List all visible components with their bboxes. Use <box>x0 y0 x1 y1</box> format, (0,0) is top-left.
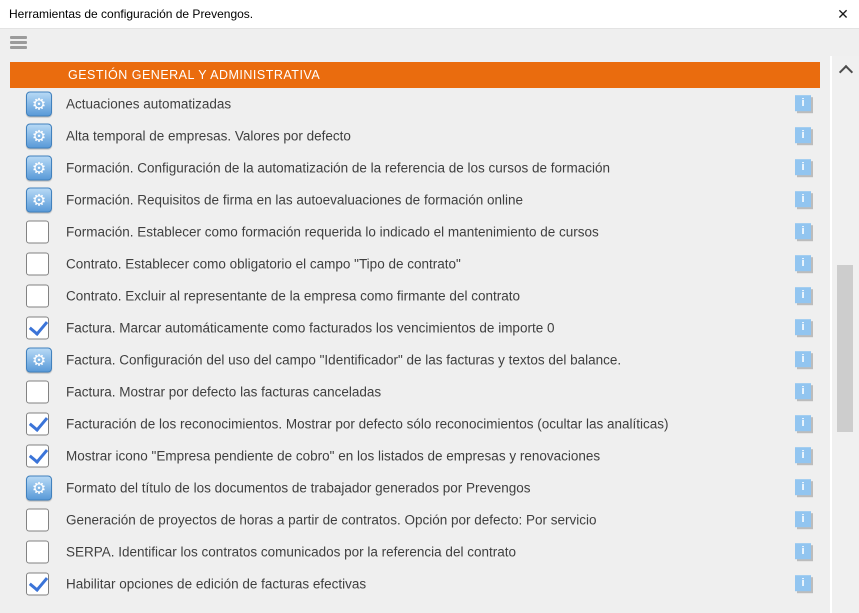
settings-list <box>10 88 820 600</box>
settings-row <box>10 472 820 504</box>
settings-row <box>10 440 820 472</box>
scrollbar-thumb[interactable] <box>837 265 853 432</box>
gear-button[interactable] <box>26 476 52 501</box>
checkbox-unchecked[interactable] <box>26 221 49 244</box>
gear-icon: ⚙ <box>31 478 47 497</box>
window-title: Herramientas de configuración de Prevengos. <box>9 7 254 21</box>
checkbox-unchecked[interactable] <box>26 253 49 276</box>
setting-label: Formación. Establecer como formación requerida lo indicado el mantenimiento de cursos <box>66 224 599 240</box>
info-button[interactable]: i <box>795 255 811 271</box>
setting-label: Contrato. Excluir al representante de la empresa como firmante del contrato <box>66 288 520 304</box>
settings-row <box>10 184 820 216</box>
checkbox-checked[interactable] <box>26 317 49 340</box>
settings-row <box>10 88 820 120</box>
settings-row <box>10 408 820 440</box>
info-button[interactable]: i <box>795 95 811 111</box>
setting-label: Actuaciones automatizadas <box>66 96 232 112</box>
info-button[interactable]: i <box>795 447 811 463</box>
gear-icon: ⚙ <box>31 158 47 177</box>
setting-label: Formación. Requisitos de firma en las autoevaluaciones de formación online <box>66 192 523 208</box>
info-button[interactable]: i <box>795 287 811 303</box>
gear-button[interactable] <box>26 92 52 117</box>
info-button[interactable]: i <box>795 319 811 335</box>
info-button[interactable]: i <box>795 191 811 207</box>
section-header-label: GESTIÓN GENERAL Y ADMINISTRATIVA <box>68 68 321 82</box>
close-icon: ✕ <box>837 5 849 22</box>
setting-label: Generación de proyectos de horas a partir de contratos. Opción por defecto: Por servicio <box>66 512 597 528</box>
setting-label: Formación. Configuración de la automatización de la referencia de los cursos de formación <box>66 160 611 176</box>
gear-icon: ⚙ <box>31 94 47 113</box>
gear-icon: ⚙ <box>31 190 47 209</box>
checkbox-unchecked[interactable] <box>26 541 49 564</box>
scrollbar[interactable] <box>830 56 859 613</box>
setting-label: Formato del título de los documentos de trabajador generados por Prevengos <box>66 480 531 496</box>
gear-icon: ⚙ <box>31 126 47 145</box>
setting-label: Factura. Configuración del uso del campo "Identificador" de las facturas y textos del balance. <box>66 352 622 368</box>
gear-button[interactable] <box>26 124 52 149</box>
gear-button[interactable] <box>26 348 52 373</box>
hamburger-icon <box>10 36 27 39</box>
setting-label: Habilitar opciones de edición de facturas efectivas <box>66 576 367 592</box>
info-button[interactable]: i <box>795 415 811 431</box>
settings-row <box>10 280 820 312</box>
info-button[interactable]: i <box>795 543 811 559</box>
settings-row <box>10 344 820 376</box>
settings-row <box>10 568 820 600</box>
section-header <box>10 62 820 88</box>
settings-row <box>10 152 820 184</box>
setting-label: Facturación de los reconocimientos. Mostrar por defecto sólo reconocimientos (ocultar las analíticas) <box>66 416 669 432</box>
settings-row <box>10 248 820 280</box>
info-button[interactable]: i <box>795 383 811 399</box>
settings-row <box>10 312 820 344</box>
setting-label: Contrato. Establecer como obligatorio el campo "Tipo de contrato" <box>66 256 461 272</box>
info-button[interactable]: i <box>795 159 811 175</box>
info-button[interactable]: i <box>795 351 811 367</box>
checkbox-unchecked[interactable] <box>26 509 49 532</box>
setting-label: SERPA. Identificar los contratos comunicados por la referencia del contrato <box>66 544 516 560</box>
title-bar <box>0 0 859 29</box>
setting-label: Factura. Marcar automáticamente como facturados los vencimientos de importe 0 <box>66 320 555 336</box>
chevron-up-icon <box>838 65 852 79</box>
settings-row <box>10 376 820 408</box>
settings-row <box>10 536 820 568</box>
info-button[interactable]: i <box>795 575 811 591</box>
setting-label: Mostrar icono "Empresa pendiente de cobro" en los listados de empresas y renovaciones <box>66 448 601 464</box>
gear-button[interactable] <box>26 188 52 213</box>
info-button[interactable]: i <box>795 511 811 527</box>
scroll-up-button[interactable] <box>832 61 859 79</box>
gear-button[interactable] <box>26 156 52 181</box>
checkbox-checked[interactable] <box>26 573 49 596</box>
info-button[interactable]: i <box>795 223 811 239</box>
menu-button[interactable] <box>10 36 27 49</box>
setting-label: Alta temporal de empresas. Valores por defecto <box>66 128 351 144</box>
setting-label: Factura. Mostrar por defecto las facturas canceladas <box>66 384 382 400</box>
checkbox-checked[interactable] <box>26 413 49 436</box>
gear-icon: ⚙ <box>31 350 47 369</box>
info-button[interactable]: i <box>795 479 811 495</box>
checkbox-unchecked[interactable] <box>26 285 49 308</box>
info-button[interactable]: i <box>795 127 811 143</box>
settings-row <box>10 120 820 152</box>
checkbox-unchecked[interactable] <box>26 381 49 404</box>
settings-row <box>10 216 820 248</box>
close-button[interactable] <box>827 0 859 28</box>
settings-row <box>10 504 820 536</box>
checkbox-checked[interactable] <box>26 445 49 468</box>
